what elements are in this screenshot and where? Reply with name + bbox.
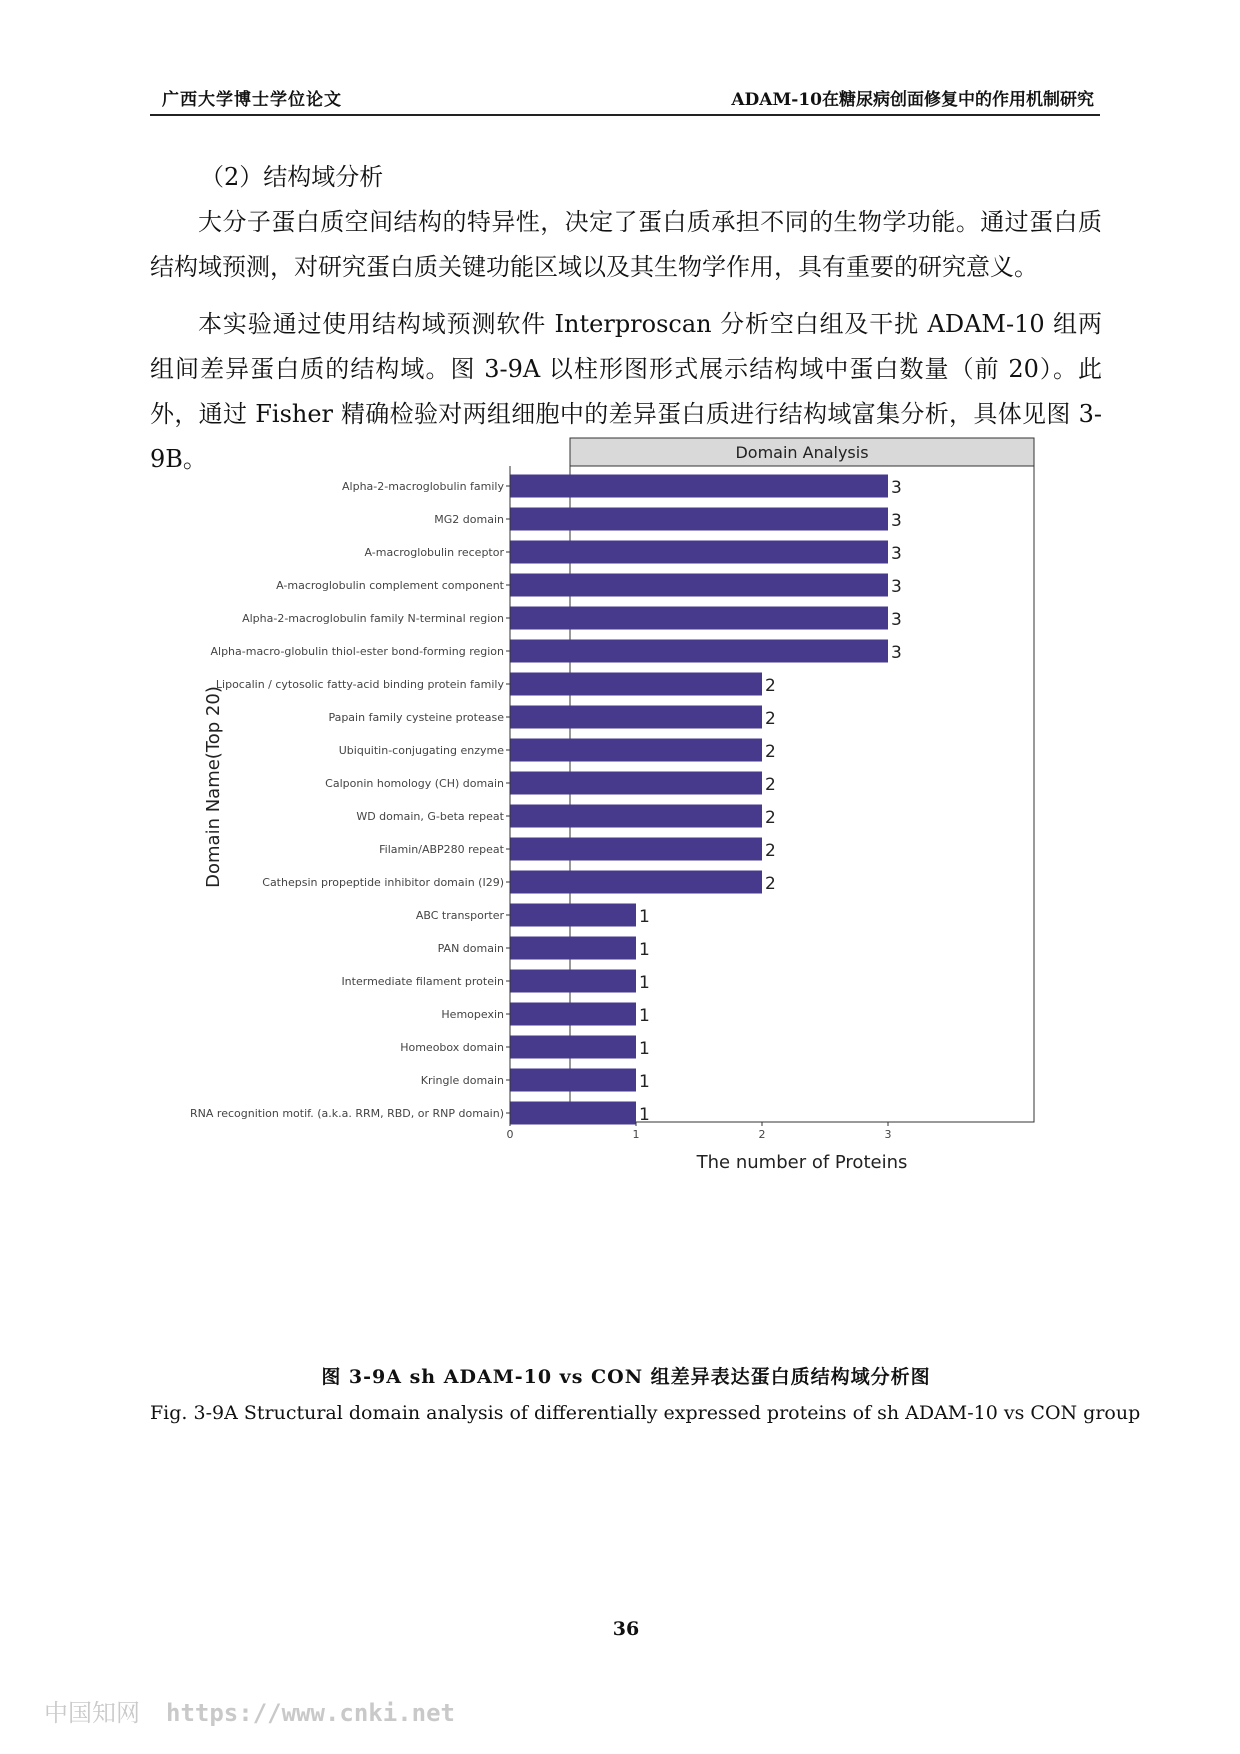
bar-value-label: 3: [891, 610, 902, 630]
bar: [510, 1036, 636, 1059]
y-tick-label: Homeobox domain: [400, 1041, 504, 1054]
domain-analysis-chart: [180, 443, 1080, 1340]
bar-value-label: 2: [765, 709, 776, 729]
bar: [510, 937, 636, 960]
y-tick-label: ABC transporter: [415, 909, 504, 922]
bar-value-label: 3: [891, 544, 902, 564]
chart-svg: [180, 443, 1080, 1340]
bar-value-label: 2: [765, 775, 776, 795]
bar-value-label: 1: [639, 1072, 650, 1092]
bar-value-label: 2: [765, 874, 776, 894]
chart-title: Domain Analysis: [735, 443, 869, 462]
x-tick-label: 2: [758, 1128, 766, 1141]
y-tick-label: Intermediate filament protein: [341, 975, 504, 988]
y-tick-label: Papain family cysteine protease: [328, 711, 504, 724]
bar: [510, 1069, 636, 1092]
bar-value-label: 1: [639, 973, 650, 993]
header-thesis-title: ADAM-10在糖尿病创面修复中的作用机制研究: [731, 90, 1094, 110]
bar-value-label: 1: [639, 1039, 650, 1059]
running-header: [150, 88, 1100, 116]
bar-value-label: 2: [765, 742, 776, 762]
bar: [510, 772, 762, 795]
bar: [510, 574, 888, 597]
x-tick-label: 3: [884, 1128, 892, 1141]
bar: [510, 871, 762, 894]
page-number: 36: [612, 1618, 640, 1640]
y-tick-label: Kringle domain: [420, 1074, 504, 1087]
bar: [510, 739, 762, 762]
y-tick-label: MG2 domain: [434, 513, 504, 526]
bar: [510, 541, 888, 564]
bar-value-label: 1: [639, 1105, 650, 1125]
paragraph-2: 本实验通过使用结构域预测软件 Interproscan 分析空白组及干扰 ADAM-10 组两组间差异蛋白质的结构域。图 3-9A 以柱形图形式展示结构域中蛋白数量（前 20）。此外，通过 Fisher 精确检验对两组细胞中的差异蛋白质进行结构域富集分析，具体见图 3-9B。: [150, 310, 1102, 473]
y-tick-label: Hemopexin: [441, 1008, 504, 1021]
bar-value-label: 2: [765, 841, 776, 861]
bar: [510, 904, 636, 927]
x-tick-label: 0: [506, 1128, 514, 1141]
x-axis-title: The number of Proteins: [696, 1152, 908, 1173]
bar: [510, 970, 636, 993]
figure-caption-chinese: 图 3-9A sh ADAM-10 vs CON 组差异表达蛋白质结构域分析图: [321, 1366, 931, 1388]
y-tick-label: Alpha-2-macroglobulin family N-terminal region: [242, 612, 504, 625]
bar-value-label: 3: [891, 577, 902, 597]
y-tick-label: A-macroglobulin complement component: [276, 579, 504, 592]
y-tick-label: Ubiquitin-conjugating enzyme: [338, 744, 504, 757]
cnki-watermark: [44, 1693, 455, 1728]
y-tick-label: RNA recognition motif. (a.k.a. RRM, RBD, or RNP domain): [190, 1107, 504, 1120]
bar-value-label: 3: [891, 478, 902, 498]
header-thesis-type: 广西大学博士学位论文: [162, 90, 342, 110]
bar-value-label: 2: [765, 808, 776, 828]
x-tick-label: 1: [632, 1128, 640, 1141]
y-tick-label: WD domain, G-beta repeat: [356, 810, 504, 823]
bar-value-label: 3: [891, 643, 902, 663]
y-tick-label: Calponin homology (CH) domain: [325, 777, 504, 790]
y-tick-label: Alpha-2-macroglobulin family: [342, 480, 504, 493]
section-heading: （2）结构域分析: [200, 163, 384, 191]
y-tick-label: Lipocalin / cytosolic fatty-acid binding protein family: [215, 678, 504, 691]
y-tick-label: PAN domain: [437, 942, 504, 955]
bar-value-label: 2: [765, 676, 776, 696]
y-tick-label: Alpha-macro-globulin thiol-ester bond-forming region: [210, 645, 504, 658]
bar: [510, 508, 888, 531]
y-axis-title: Domain Name(Top 20): [203, 686, 224, 888]
bar-value-label: 1: [639, 940, 650, 960]
y-tick-label: A-macroglobulin receptor: [364, 546, 504, 559]
bar: [510, 640, 888, 663]
bar: [510, 607, 888, 630]
bar: [510, 805, 762, 828]
bar-value-label: 1: [639, 1006, 650, 1026]
watermark-site: 中国知网: [44, 1699, 140, 1727]
bar: [510, 1102, 636, 1125]
bar-value-label: 1: [639, 907, 650, 927]
bar: [510, 706, 762, 729]
figure-caption-english: Fig. 3-9A Structural domain analysis of differentially expressed proteins of sh ADAM-10 vs CON group: [150, 1402, 1141, 1424]
y-tick-label: Filamin/ABP280 repeat: [379, 843, 504, 856]
bar: [510, 475, 888, 498]
bar-value-label: 3: [891, 511, 902, 531]
bar: [510, 673, 762, 696]
watermark-url: https://www.cnki.net: [166, 1699, 455, 1727]
paragraph-1: 大分子蛋白质空间结构的特异性，决定了蛋白质承担不同的生物学功能。通过蛋白质结构域预测，对研究蛋白质关键功能区域以及其生物学作用，具有重要的研究意义。: [150, 208, 1102, 281]
y-tick-label: Cathepsin propeptide inhibitor domain (I29): [262, 876, 504, 889]
bar: [510, 838, 762, 861]
bars-group: [190, 466, 902, 1141]
bar: [510, 1003, 636, 1026]
